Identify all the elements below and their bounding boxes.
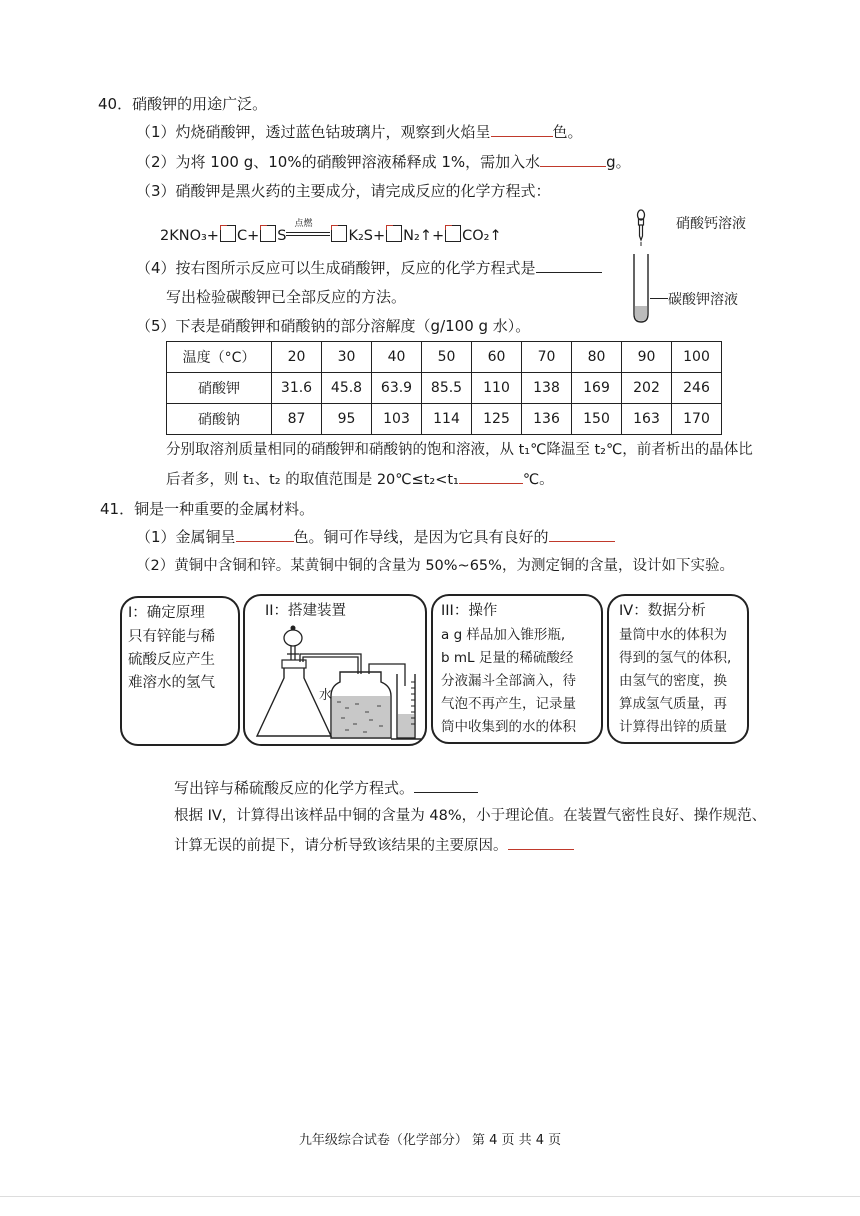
table-row — [167, 342, 722, 373]
q41-part4-line2 — [174, 835, 574, 856]
answer-blank[interactable] — [508, 835, 574, 850]
q41-part2: （2）黄铜中含铜和锌。某黄铜中铜的含量为 50%~65%，为测定铜的含量，设计如下实验。 — [136, 558, 734, 574]
chemical-equation — [160, 219, 502, 246]
table-row — [167, 404, 722, 435]
table-cell: 246 — [672, 373, 722, 404]
panel-title: II：搭建装置 — [265, 603, 347, 619]
q40-part2-suffix: g。 — [606, 153, 631, 171]
q41-part1 — [136, 527, 615, 547]
eq-term: 2KNO₃+ — [160, 228, 219, 244]
scan-edge-line — [0, 1196, 860, 1197]
table-cell: 169 — [572, 373, 622, 404]
panel-line: 计算得出锌的质量 — [619, 719, 727, 735]
reaction-condition: 点燃 — [294, 219, 313, 229]
q40-part1 — [136, 122, 583, 142]
q40-title: 40．硝酸钾的用途广泛。 — [98, 95, 268, 113]
panel-data-analysis — [607, 594, 749, 744]
q41-part1-text: （1）金属铜呈 — [136, 528, 236, 546]
table-cell: 31.6 — [272, 373, 322, 404]
answer-blank[interactable] — [491, 122, 553, 137]
q41-part3-text: 写出锌与稀硫酸反应的化学方程式。 — [174, 779, 415, 797]
table-cell: 103 — [372, 404, 422, 435]
q40-part1-text: （1）灼烧硝酸钾，透过蓝色钴玻璃片，观察到火焰呈 — [136, 123, 491, 141]
answer-blank[interactable] — [536, 258, 602, 273]
table-cell: 110 — [472, 373, 522, 404]
table-row — [167, 373, 722, 404]
table-cell: 45.8 — [322, 373, 372, 404]
panel-line: 难溶水的氢气 — [128, 675, 215, 691]
panel-line: 分液漏斗全部滴入，待 — [441, 673, 576, 689]
table-cell: 硝酸钾 — [167, 373, 272, 404]
panel-apparatus — [243, 594, 427, 746]
panel-operation — [431, 594, 603, 744]
table-cell: 70 — [522, 342, 572, 373]
panel-line: 筒中收集到的水的体积 — [441, 719, 576, 735]
panel-title: III：操作 — [441, 603, 498, 619]
table-cell: 87 — [272, 404, 322, 435]
water-label: 水 — [319, 688, 333, 703]
panel-line: 硫酸反应产生 — [128, 652, 215, 668]
panel-line: 只有锌能与稀 — [128, 629, 215, 645]
answer-blank[interactable] — [459, 469, 523, 484]
q40-part4-text: （4）按右图所示反应可以生成硝酸钾，反应的化学方程式是 — [136, 259, 536, 277]
table-cell: 温度（°C） — [167, 342, 272, 373]
panel-title: I：确定原理 — [128, 605, 205, 621]
eq-term: C+ — [236, 228, 260, 244]
q40-part1-suffix: 色。 — [552, 123, 583, 141]
panel-line: 得到的氢气的体积, — [619, 650, 732, 666]
panel-line: 气泡不再产生，记录量 — [441, 696, 576, 712]
coefficient-box[interactable] — [331, 225, 347, 242]
table-cell: 80 — [572, 342, 622, 373]
reaction-arrow — [286, 219, 330, 240]
q40-part3: （3）硝酸钾是黑火药的主要成分，请完成反应的化学方程式： — [136, 182, 551, 200]
q40-part5-range-suffix: ℃。 — [522, 472, 554, 488]
q40-part2 — [136, 152, 631, 172]
q40-part5: （5）下表是硝酸钾和硝酸钠的部分溶解度（g/100 g 水）。 — [136, 317, 531, 335]
eq-term: N₂↑+ — [403, 228, 445, 244]
solubility-table — [166, 341, 722, 435]
apparatus-drawing — [245, 596, 429, 748]
table-cell: 163 — [622, 404, 672, 435]
table-cell: 20 — [272, 342, 322, 373]
panel-line: a g 样品加入锥形瓶, — [441, 627, 566, 643]
test-tube-figure — [626, 206, 656, 326]
table-cell: 40 — [372, 342, 422, 373]
answer-blank[interactable] — [549, 527, 615, 542]
q41-part4-text: 计算无误的前提下，请分析导致该结果的主要原因。 — [174, 838, 508, 854]
panel-line: 算成氢气质量，再 — [619, 696, 727, 712]
eq-term: K₂S+ — [348, 228, 386, 244]
panel-title: IV：数据分析 — [619, 603, 706, 619]
table-cell: 138 — [522, 373, 572, 404]
figure-label-potassium-carbonate: 碳酸钾溶液 — [668, 292, 738, 308]
table-cell: 60 — [472, 342, 522, 373]
answer-blank[interactable] — [414, 778, 478, 793]
panel-line: 由氢气的密度，换 — [619, 673, 727, 689]
answer-blank[interactable] — [540, 152, 606, 167]
q40-part2-text: （2）为将 100 g、10%的硝酸钾溶液稀释成 1%，需加入水 — [136, 153, 541, 171]
table-cell: 150 — [572, 404, 622, 435]
q40-part5-range — [166, 469, 554, 490]
figure-label-calcium-nitrate: 硝酸钙溶液 — [676, 216, 746, 232]
q40-part5-range-text: 后者多，则 t₁、t₂ 的取值范围是 20℃≤t₂<t₁ — [166, 472, 459, 488]
panel-line: b mL 足量的稀硫酸经 — [441, 650, 574, 666]
coefficient-box[interactable] — [220, 225, 236, 242]
q41-part3 — [174, 778, 478, 798]
table-cell: 114 — [422, 404, 472, 435]
table-cell: 50 — [422, 342, 472, 373]
q40-part4-method: 写出检验碳酸钾已全部反应的方法。 — [166, 288, 407, 306]
coefficient-box[interactable] — [445, 225, 461, 242]
table-cell: 202 — [622, 373, 672, 404]
table-cell: 100 — [672, 342, 722, 373]
eq-term: S — [277, 228, 287, 244]
q40-part4 — [136, 258, 602, 278]
panel-line: 量筒中水的体积为 — [619, 627, 727, 643]
coefficient-box[interactable] — [386, 225, 402, 242]
table-cell: 95 — [322, 404, 372, 435]
table-cell: 硝酸钠 — [167, 404, 272, 435]
page-footer: 九年级综合试卷（化学部分） 第 4 页 共 4 页 — [298, 1133, 562, 1148]
q41-part4-line1: 根据 IV，计算得出该样品中铜的含量为 48%，小于理论值。在装置气密性良好、操作规范、 — [174, 808, 767, 824]
table-cell: 63.9 — [372, 373, 422, 404]
q41-part1-suffix: 色。铜可作导线，是因为它具有良好的 — [293, 528, 549, 546]
table-cell: 136 — [522, 404, 572, 435]
table-cell: 85.5 — [422, 373, 472, 404]
eq-term: CO₂↑ — [462, 228, 502, 244]
q41-title: 41．铜是一种重要的金属材料。 — [100, 500, 315, 518]
table-cell: 125 — [472, 404, 522, 435]
answer-blank[interactable] — [236, 527, 294, 542]
q40-part5-note: 分别取溶剂质量相同的硝酸钾和硝酸钠的饱和溶液，从 t₁℃降温至 t₂℃，前者析出的晶体比 — [166, 442, 753, 458]
panel-principle — [120, 596, 240, 746]
table-cell: 90 — [622, 342, 672, 373]
coefficient-box[interactable] — [260, 225, 276, 242]
table-cell: 170 — [672, 404, 722, 435]
table-cell: 30 — [322, 342, 372, 373]
label-leader-line — [650, 298, 668, 299]
